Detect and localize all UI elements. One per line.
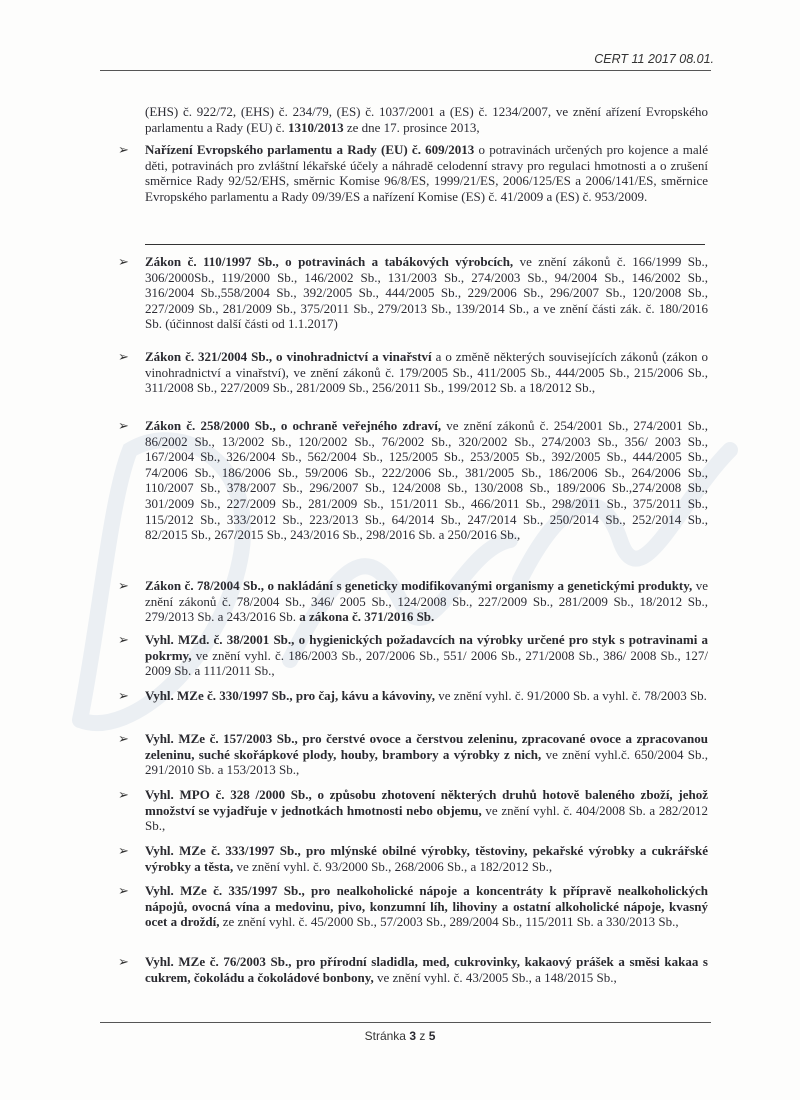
legislation-amendments: ze znění vyhl. č. 45/2000 Sb., 57/2003 Sb., 289/2004 Sb., 115/2011 Sb. a 330/2013 Sb., [222, 914, 679, 930]
legislation-title: Vyhl. MZe č. 76/2003 Sb., pro přírodní sladidla, med, cukrovinky, kakaový prášek a směsi kakaa s cukrem, čokoládu a čokoládové bonbony, [145, 954, 708, 985]
legislation-amendments: a o změně některých souvisejících zákonů (zákon o vinohradnictví a vinařství), ve znění zákonů č. 179/2005 Sb., 411/2005 Sb., 444/2005 Sb., 215/2006 Sb., 311/2008 Sb., 227/2009 Sb., 281/2009 Sb., 256/2011 Sb., 199/2012 Sb. a 18/2012 Sb., [145, 349, 708, 396]
footer-rule [100, 1022, 711, 1023]
legislation-title: Vyhl. MZe č. 157/2003 Sb., pro čerstvé ovoce a čerstvou zeleninu, zpracované ovoce a zpracovanou zeleninu, suché skořápkové plody, houby, brambory a výrobky z nich, [145, 731, 708, 762]
legislation-amendments: ve znění vyhl. č. 404/2008 Sb. a 282/2012 Sb., [145, 802, 709, 834]
bullet-icon: ➢ [118, 632, 129, 647]
footer-label: Stránka [364, 1029, 406, 1043]
header-rule [100, 70, 711, 71]
legislation-title: Vyhl. MZe č. 335/1997 Sb., pro nealkoholické nápoje a koncentráty k přípravě nealkoholických nápojů, ovocná vína a medovinu, pivo, konzumní líh, lihoviny a ostatní alkoholické nápoje, kvasný ocet a droždí, [145, 883, 708, 930]
bullet-icon: ➢ [118, 688, 129, 703]
legislation-title: Zákon č. 78/2004 Sb., o nakládání s geneticky modifikovanými organismy a genetickými produkty, [145, 578, 693, 593]
bullet-icon: ➢ [118, 954, 129, 969]
legislation-amendments: ve znění zákonů č. 78/2004 Sb., 346/ 2005 Sb., 124/2008 Sb., 227/2009 Sb., 281/2009 Sb., 18/2012 Sb., 279/2013 Sb. a 243/2016 Sb. [145, 578, 708, 625]
legislation-amendments: ve znění vyhl. č. 91/2000 Sb. a vyhl. č. 78/2003 Sb. [438, 688, 707, 703]
footer-sep: z [419, 1029, 426, 1043]
bullet-icon: ➢ [118, 142, 129, 157]
footer-page: 3 [409, 1029, 416, 1043]
legislation-item [145, 578, 708, 625]
legislation-title: Vyhl. MZd. č. 38/2001 Sb., o hygienických požadavcích na výrobky určené pro styk s potravinami a pokrmy, [145, 632, 708, 663]
footer-total: 5 [428, 1029, 436, 1043]
legislation-title: Zákon č. 110/1997 Sb., o potravinách a tabákových výrobcích, [145, 254, 514, 269]
legislation-item [145, 688, 708, 704]
bullet-icon: ➢ [118, 418, 129, 433]
bullet-icon: ➢ [118, 731, 129, 746]
legislation-item [145, 632, 708, 679]
legislation-item [145, 731, 708, 778]
legislation-amendments: o potravinách určených pro kojence a malé děti, potravinách pro zvláštní lékařské účely a náhradě celodenní stravy pro regulaci hmotnosti a o zrušení směrnice Rady 92/52/EHS, směrnic Komise 96/8/ES, 1999/21/ES, 2006/125/ES a 2006/141/ES, směrnice Evropského parlamentu a Rady 09/39/ES a nařízení Komise (ES) č. 41/2009 a (ES) č. 953/2009. [145, 142, 708, 204]
bullet-icon: ➢ [118, 349, 129, 364]
legislation-item [145, 954, 708, 985]
bullet-icon: ➢ [118, 787, 129, 802]
legislation-item [145, 843, 708, 874]
legislation-title: Zákon č. 258/2000 Sb., o ochraně veřejného zdraví, [145, 418, 442, 433]
legislation-title: Vyhl. MPO č. 328 /2000 Sb., o způsobu zhotovení některých druhů hotově baleného zboží, jehož množství se vyjadřuje v jednotkách hmotnosti nebo objemu, [145, 787, 708, 818]
legislation-title: Vyhl. MZe č. 333/1997 Sb., pro mlýnské obilné výrobky, těstoviny, pekařské výrobky a cukrářské výrobky a těsta, [145, 843, 708, 874]
legislation-amendments: ve znění zákonů č. 166/1999 Sb., 306/2000Sb., 119/2000 Sb., 146/2002 Sb., 131/2003 Sb., 274/2003 Sb., 94/2004 Sb., 146/2002 Sb., 316/2004 Sb.,558/2004 Sb., 392/2005 Sb., 444/2005 Sb., 229/2006 Sb., 296/2007 Sb., 120/2008 Sb., 227/2009 Sb., 281/2009 Sb., 375/2011 Sb., 279/2013 Sb., 139/2014 Sb., a ve znění části zák. č. 180/2016 Sb. (účinnost další části od 1.1.2017) [145, 254, 709, 332]
legislation-amendments: ve znění vyhl. č. 186/2003 Sb., 207/2006 Sb., 551/ 2006 Sb., 271/2008 Sb., 386/ 2008 Sb., 127/ 2009 Sb. a 111/2011 Sb., [145, 647, 709, 679]
continued-paragraph: (EHS) č. 922/72, (EHS) č. 234/79, (ES) č. 1037/2001 a (ES) č. 1234/2007, ve znění ařízení Evropského parlamentu a Rady (EU) č. 1310/2013 ze dne 17. prosince 2013, [145, 104, 708, 135]
legislation-item [145, 883, 708, 930]
legislation-item [145, 349, 708, 396]
legislation-amendments: ve znění vyhl. č. 43/2005 Sb., a 148/2015 Sb., [377, 969, 617, 985]
legislation-amendments: ve znění vyhl. č. 93/2000 Sb., 268/2006 Sb., a 182/2012 Sb., [236, 858, 553, 874]
legislation-title: Nařízení Evropského parlamentu a Rady (EU) č. 609/2013 [145, 142, 475, 157]
bullet-icon: ➢ [118, 883, 129, 898]
legislation-item [145, 418, 708, 543]
bullet-icon: ➢ [118, 254, 129, 269]
legislation-title: Zákon č. 321/2004 Sb., o vinohradnictví a vinařství [145, 349, 432, 364]
legislation-item [145, 142, 708, 204]
section-divider [145, 244, 705, 245]
legislation-item [145, 254, 708, 332]
legislation-amendments: ve znění vyhl.č. 650/2004 Sb., 291/2010 Sb. a 153/2013 Sb., [145, 746, 708, 778]
bullet-icon: ➢ [118, 843, 129, 858]
document-code: CERT 11 2017 08.01. [594, 52, 714, 66]
legislation-item [145, 787, 708, 834]
legislation-tail: a zákona č. 371/2016 Sb. [299, 609, 435, 625]
legislation-title: Vyhl. MZe č. 330/1997 Sb., pro čaj, kávu a kávoviny, [145, 688, 436, 703]
bullet-icon: ➢ [118, 578, 129, 593]
legislation-amendments: ve znění zákonů č. 254/2001 Sb., 274/2001 Sb., 86/2002 Sb., 13/2002 Sb., 120/2002 Sb., 76/2002 Sb., 320/2002 Sb., 274/2003 Sb., 356/ 2003 Sb., 167/2004 Sb., 326/2004 Sb., 562/2004 Sb., 125/2005 Sb., 253/2005 Sb., 392/2005 Sb., 444/2005 Sb., 74/2006 Sb., 186/2006 Sb., 59/2006 Sb., 222/2006 Sb., 381/2005 Sb., 186/2006 Sb., 264/2006 Sb., 110/2007 Sb., 378/2007 Sb., 296/2007 Sb., 124/2008 Sb., 130/2008 Sb., 189/2006 Sb.,274/2008 Sb., 301/2009 Sb., 227/2009 Sb., 281/2009 Sb., 151/2011 Sb., 466/2011 Sb., 298/2011 Sb., 375/2011 Sb., 115/2012 Sb., 333/2012 Sb., 223/2013 Sb., 64/2014 Sb., 247/2014 Sb., 250/2014 Sb., 252/2014 Sb., 82/2015 Sb., 267/2015 Sb., 243/2016 Sb., 298/2016 Sb. a 250/2016 Sb., [145, 418, 709, 543]
page-footer [0, 1029, 800, 1043]
